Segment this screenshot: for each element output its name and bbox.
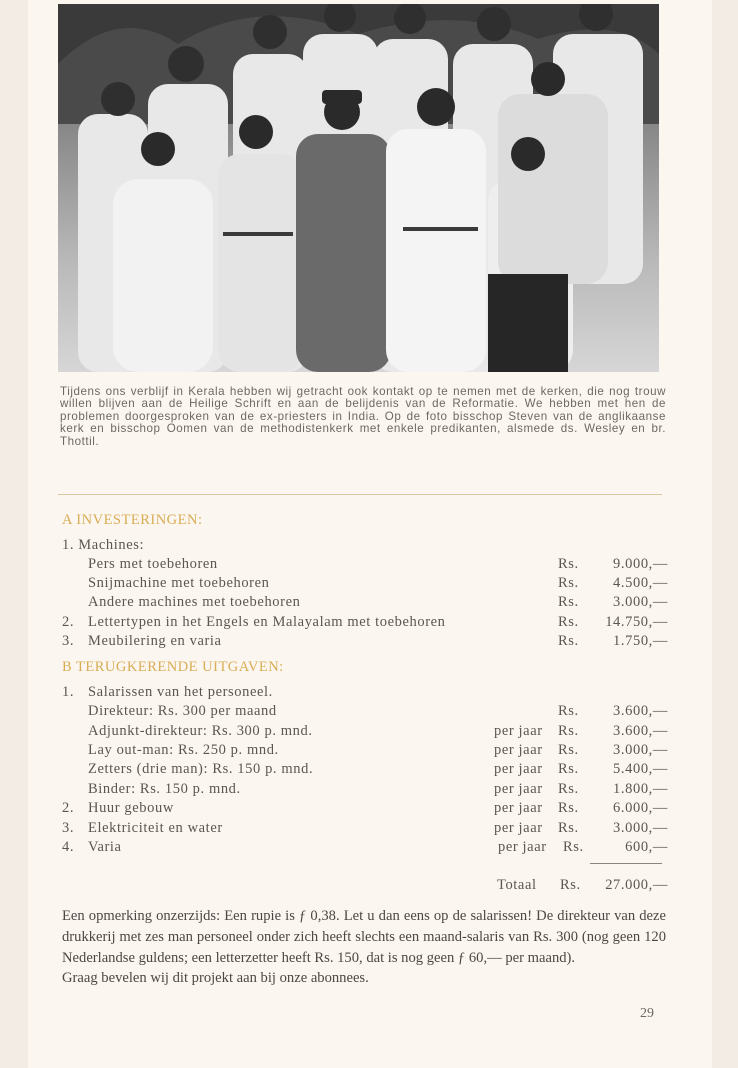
section-b-item-adjunkt: Adjunkt-direkteur: Rs. 300 p. mnd. (88, 723, 313, 739)
total-amount: 27.000,— (605, 877, 668, 893)
section-b-heading: B TERUGKERENDE UITGAVEN: (62, 659, 284, 675)
currency-label: Rs. (558, 633, 579, 649)
item-number: 4. (62, 839, 75, 855)
amount-value: 3.600,— (613, 723, 668, 739)
amount-value: 14.750,— (605, 614, 668, 630)
amount-value: 5.400,— (613, 761, 668, 777)
closing-text: Graag bevelen wij dit projekt aan bij onze abonnees. (62, 970, 369, 987)
group-photo (58, 4, 659, 372)
section-a-item-meubilering: Meubilering en varia (88, 633, 222, 649)
section-a-heading: A INVESTERINGEN: (62, 512, 203, 528)
section-b-item-varia: Varia (88, 839, 122, 855)
closing-paragraph (62, 906, 666, 989)
item-number: 3. (62, 633, 75, 649)
section-b-item-zetters: Zetters (drie man): Rs. 150 p. mnd. (88, 761, 314, 777)
amount-value: 3.000,— (613, 742, 668, 758)
item-number: 2. (62, 800, 75, 816)
amount-value: 600,— (625, 839, 668, 855)
section-a-item-lettertypen: Lettertypen in het Engels en Malayalam met toebehoren (88, 614, 446, 630)
amount-value: 6.000,— (613, 800, 668, 816)
item-number: 2. (62, 614, 75, 630)
total-currency: Rs. (560, 877, 581, 893)
section-a-item-1: 1. Machines: (62, 537, 145, 553)
total-label: Totaal (497, 877, 537, 893)
section-b-item-direkteur: Direkteur: Rs. 300 per maand (88, 703, 277, 719)
amount-value: 1.750,— (613, 633, 668, 649)
currency-label: Rs. (558, 820, 579, 836)
section-a-item-pers: Pers met toebehoren (88, 556, 218, 572)
amount-value: 9.000,— (613, 556, 668, 572)
amount-value: 3.000,— (613, 820, 668, 836)
group-photo-icon (58, 4, 659, 372)
currency-label: Rs. (558, 575, 579, 591)
photo-caption: Tijdens ons verblijf in Kerala hebben wij getracht ook kontakt op te nemen met de kerken, die nog trouw willen blijven aan de Heilige Schrift en aan de belijdenis van de Reformatie. We hebben met hen de problemen doorgesproken van de ex-priesters in India. Op de foto bisschop Steven van de anglikaanse kerk en bisschop Oomen van de methodistenkerk met enkele predikanten, alsmede ds. Wesley en br. Thottil. (60, 385, 666, 448)
currency-label: Rs. (558, 594, 579, 610)
page-number: 29 (640, 1006, 654, 1021)
item-number: 1. (62, 684, 75, 700)
period-label: per jaar (494, 800, 543, 816)
period-label: per jaar (498, 839, 547, 855)
section-a-item-snijmachine: Snijmachine met toebehoren (88, 575, 270, 591)
amount-value: 3.600,— (613, 703, 668, 719)
sum-rule (590, 863, 662, 864)
amount-value: 1.800,— (613, 781, 668, 797)
currency-label: Rs. (558, 800, 579, 816)
period-label: per jaar (494, 723, 543, 739)
period-label: per jaar (494, 820, 543, 836)
period-label: per jaar (494, 742, 543, 758)
section-a-item-andere: Andere machines met toebehoren (88, 594, 301, 610)
period-label: per jaar (494, 761, 543, 777)
currency-label: Rs. (563, 839, 584, 855)
period-label: per jaar (494, 781, 543, 797)
section-b-item-salarissen: Salarissen van het personeel. (88, 684, 273, 700)
item-number: 3. (62, 820, 75, 836)
currency-label: Rs. (558, 742, 579, 758)
section-b-item-huur: Huur gebouw (88, 800, 174, 816)
section-b-item-elektriciteit: Elektriciteit en water (88, 820, 223, 836)
currency-label: Rs. (558, 761, 579, 777)
currency-label: Rs. (558, 614, 579, 630)
section-divider (58, 494, 662, 495)
amount-value: 3.000,— (613, 594, 668, 610)
currency-label: Rs. (558, 723, 579, 739)
currency-label: Rs. (558, 556, 579, 572)
currency-label: Rs. (558, 781, 579, 797)
currency-label: Rs. (558, 703, 579, 719)
remark-text: Een opmerking onzerzijds: Een rupie is ƒ 0,38. Let u dan eens op de salarissen! De direkteur van deze drukkerij met zes man personeel onder zich heeft slechts een maand-salaris van Rs. 300 (nog geen 120 Nederlandse guldens; een letterzetter heeft Rs. 150, dat is nog geen ƒ 60,— per maand). (62, 908, 666, 966)
amount-value: 4.500,— (613, 575, 668, 591)
section-b-item-layout: Lay out-man: Rs. 250 p. mnd. (88, 742, 279, 758)
section-b-item-binder: Binder: Rs. 150 p. mnd. (88, 781, 241, 797)
